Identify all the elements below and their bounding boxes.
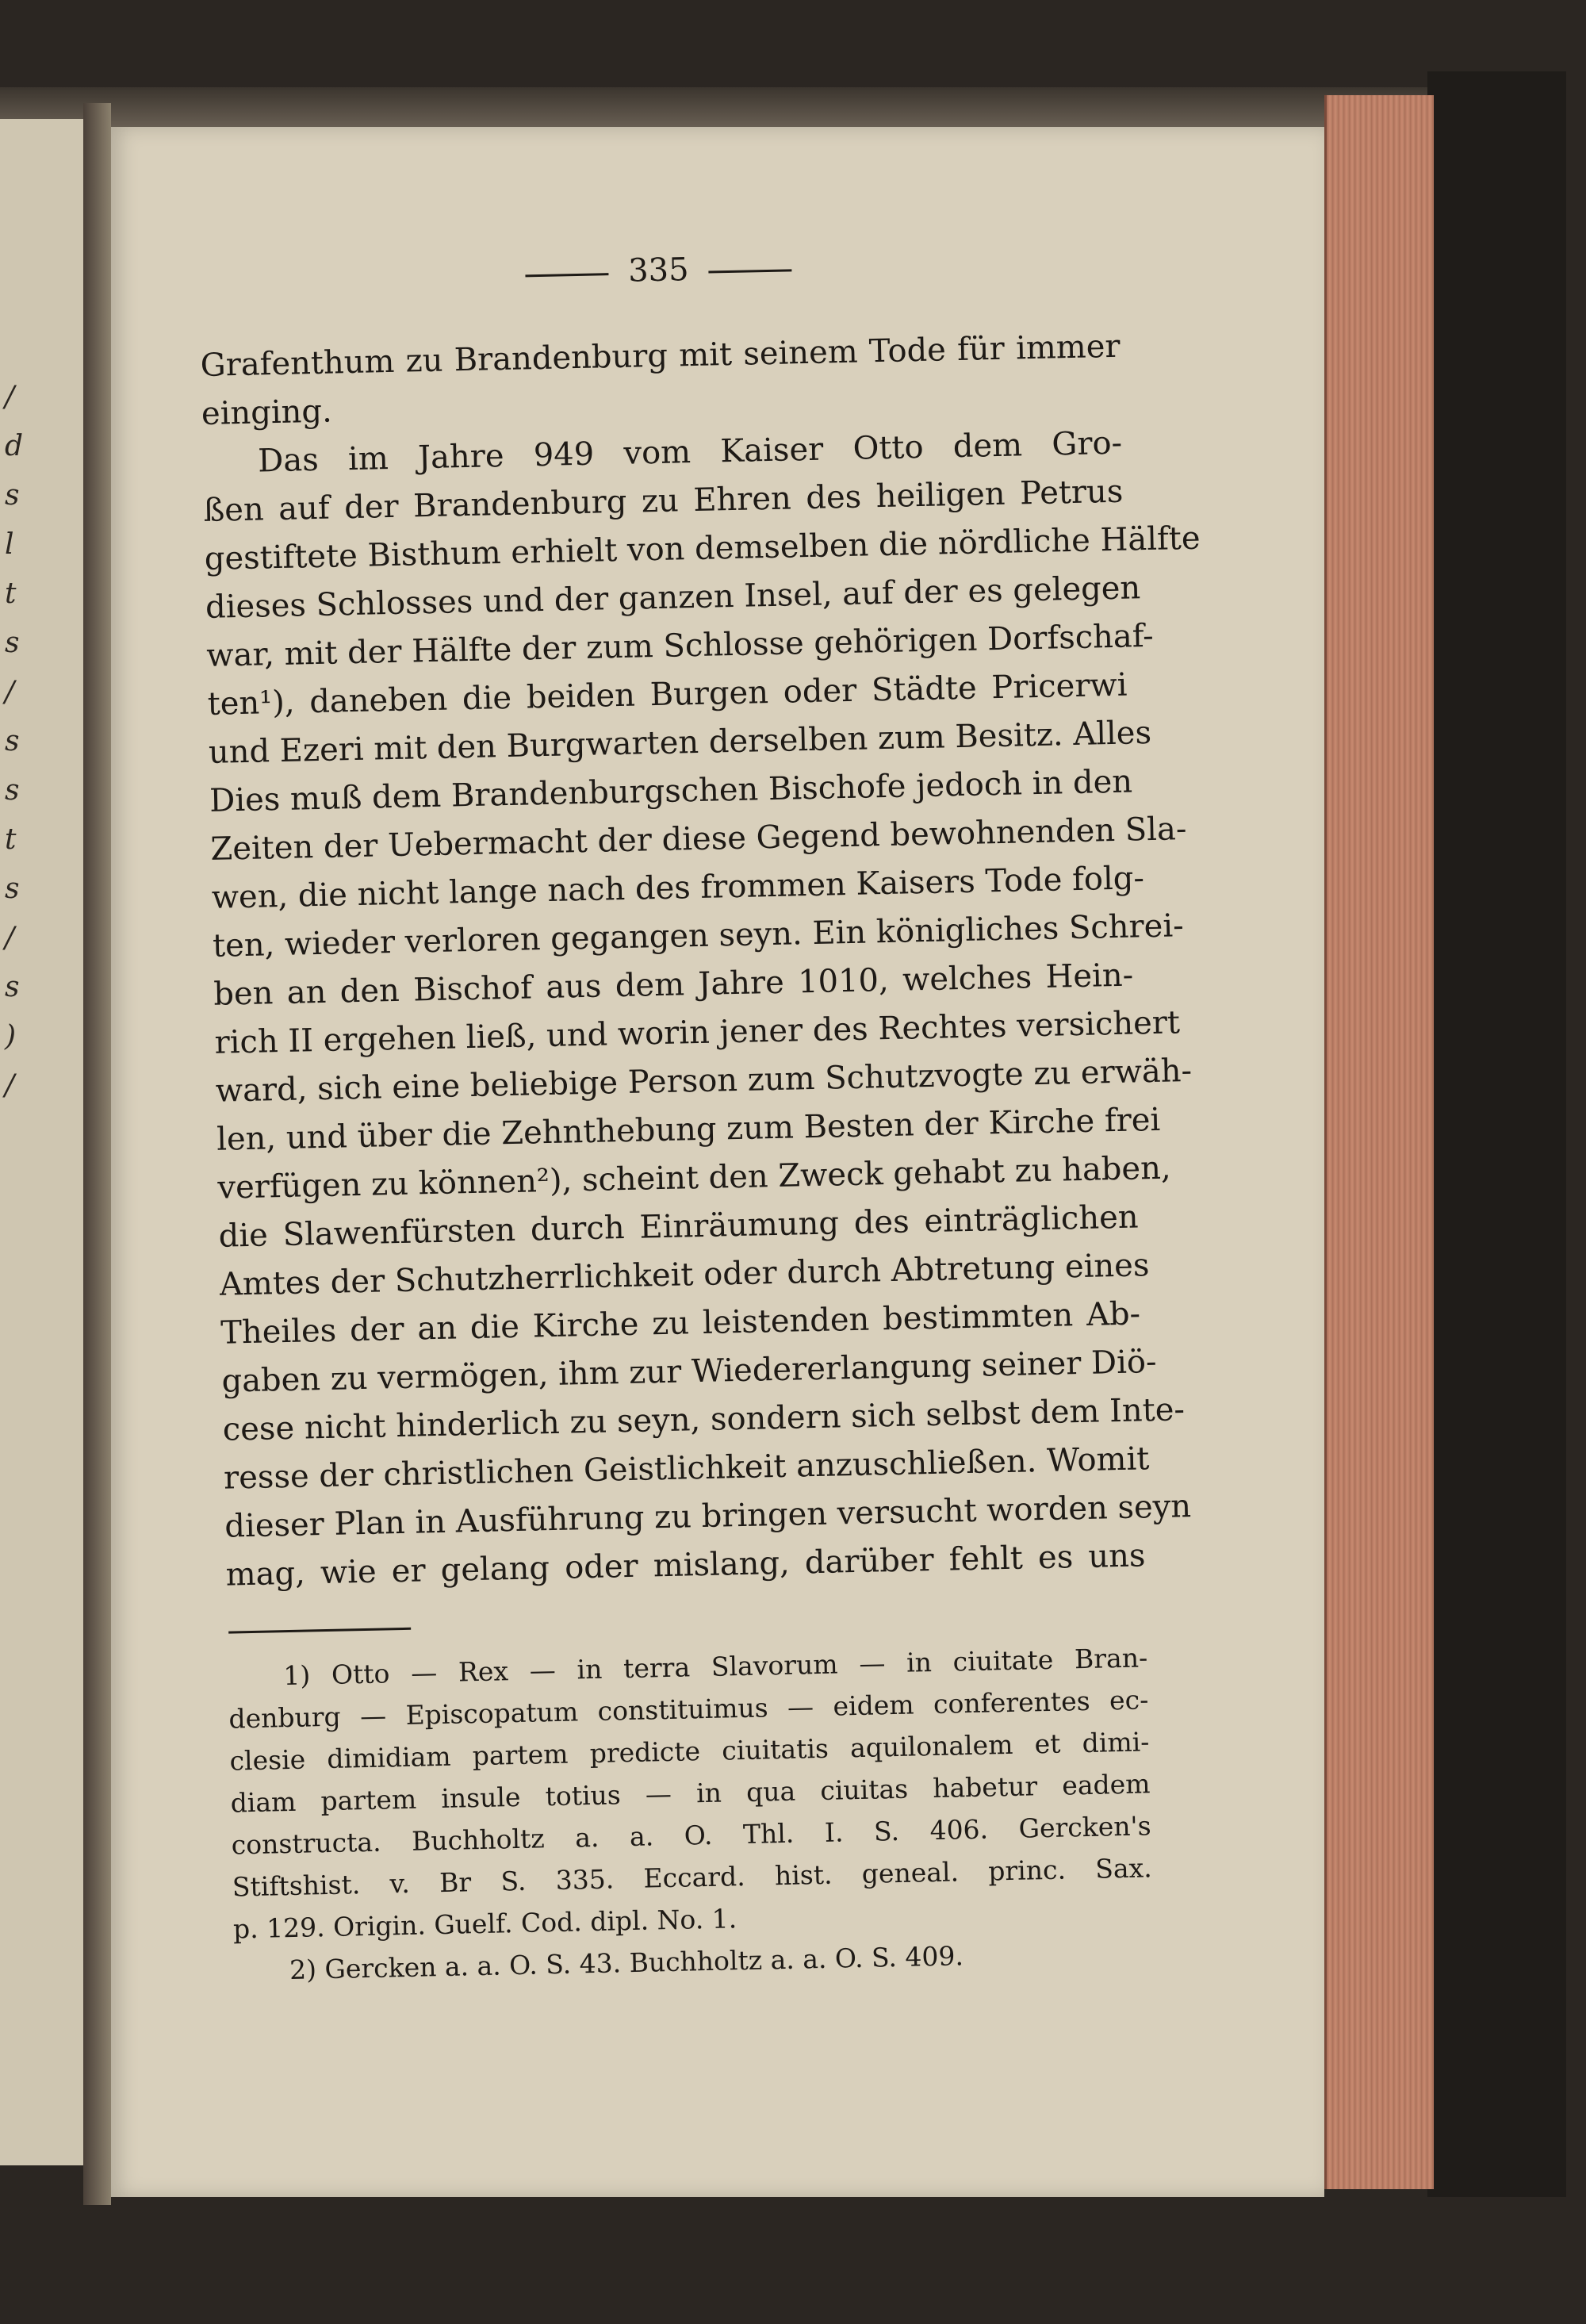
left-page-margin-letters — [5, 119, 68, 2165]
text-line: Dies muß dem Brandenburgschen Bischofe jedoch in den — [209, 763, 1133, 819]
text-line: ward, sich eine beliebige Person zum Schutzvogte zu erwäh- — [215, 1052, 1193, 1110]
text-line: cese nicht hinderlich zu seyn, sondern sich selbst dem Inte- — [222, 1391, 1186, 1448]
footnote-line: Stiftshist. v. Br S. 335. Eccard. hist. geneal. princ. Sax. — [232, 1852, 1153, 1903]
text-line: ben an den Bischof aus dem Jahre 1010, welches Hein- — [213, 957, 1134, 1013]
text-line: rich II ergehen ließ, und worin jener des Rechtes versichert — [214, 1004, 1181, 1061]
left-page-letter: d — [5, 430, 24, 462]
text-line: gestiftete Bisthum erhielt von demselben die nördliche Hälfte — [204, 520, 1201, 577]
left-page-letter: l — [5, 528, 14, 561]
text-line: dieses Schlosses und der ganzen Insel, auf der es gelegen — [205, 569, 1141, 626]
left-page-letter: / — [5, 381, 15, 413]
text-line: verfügen zu können²), scheint den Zweck gehabt zu haben, — [216, 1149, 1172, 1206]
page-number-dash-left — [525, 273, 608, 277]
left-page-letter: t — [5, 577, 17, 610]
left-page-letter: s — [5, 872, 20, 905]
footnote-line: constructa. Buchholtz a. a. O. Thl. I. S. 406. Gercken's — [231, 1810, 1151, 1861]
book-cover-edge — [1427, 71, 1566, 2197]
footnote-line: denburg — Episcopatum constituimus — eidem conferentes ec- — [228, 1684, 1149, 1735]
text-line: Grafenthum zu Brandenburg mit seinem Tode für immer — [200, 328, 1121, 384]
text-line: len, und über die Zehnthebung zum Besten der Kirche frei — [216, 1101, 1161, 1158]
left-page-letter: t — [5, 823, 17, 856]
text-line: wen, die nicht lange nach des frommen Kaisers Tode folg- — [211, 860, 1145, 916]
book-spine-top — [0, 87, 1491, 131]
text-line: Zeiten der Uebermacht der diese Gegend bewohnenden Sla- — [210, 811, 1187, 868]
text-line: Theiles der an die Kirche zu leistenden bestimmten Ab- — [220, 1295, 1141, 1352]
left-page-letter: / — [5, 1069, 15, 1102]
text-line: resse der christlichen Geistlichkeit anzuschließen. Womit — [223, 1440, 1150, 1497]
text-line: dieser Plan in Ausführung zu bringen versucht worden seyn — [224, 1488, 1192, 1545]
text-line: und Ezeri mit den Burgwarten derselben zum Besitz. Alles — [208, 714, 1152, 771]
page-number-value: 335 — [627, 251, 689, 290]
left-page-letter: s — [5, 725, 20, 757]
text-line: gaben zu vermögen, ihm zur Wiedererlangung seiner Diö- — [221, 1344, 1157, 1400]
footnote-line: p. 129. Origin. Guelf. Cod. dipl. No. 1. — [232, 1903, 737, 1945]
page-content — [198, 243, 1201, 1992]
footnotes — [228, 1636, 1155, 1992]
left-page-letter: s — [5, 627, 20, 659]
text-line: ten¹), daneben die beiden Burgen oder Städte Pricerwi — [207, 666, 1128, 723]
text-line: mag, wie er gelang oder mislang, darüber fehlt es uns — [225, 1537, 1146, 1593]
left-page-letter: s — [5, 971, 20, 1003]
text-line: ßen auf der Brandenburg zu Ehren des heiligen Petrus — [203, 473, 1124, 529]
paragraph — [200, 323, 1121, 439]
footnote-line: 2) Gercken a. a. O. S. 43. Buchholtz a. a. O. S. 409. — [289, 1940, 964, 1986]
page-edges — [1324, 95, 1434, 2189]
body-text — [200, 323, 1201, 1600]
footnote-rule — [228, 1628, 411, 1634]
book-gutter — [83, 103, 111, 2205]
text-line: einging. — [201, 393, 333, 432]
left-page-letter: / — [5, 676, 15, 708]
page-number-dash-right — [709, 269, 792, 273]
footnote-line: 1) Otto — Rex — in terra Slavorum — in ciuitate Bran- — [282, 1642, 1148, 1692]
left-page-letter: / — [5, 922, 15, 954]
text-line: war, mit der Hälfte der zum Schlosse gehörigen Dorfschaf- — [205, 617, 1155, 674]
text-line: Amtes der Schutzherrlichkeit oder durch Abtretung eines — [219, 1247, 1150, 1303]
left-page-letter: s — [5, 479, 20, 512]
text-line: die Slawenfürsten durch Einräumung des einträglichen — [218, 1198, 1139, 1255]
footnote-line: diam partem insule totius — in qua ciuitas habetur eadem — [230, 1768, 1151, 1819]
paragraph — [202, 420, 1201, 1600]
footnote-line: clesie dimidiam partem predicte ciuitatis aquilonalem et dimi- — [229, 1726, 1150, 1777]
left-page-letter: s — [5, 774, 20, 807]
text-line: ten, wieder verloren gegangen seyn. Ein königliches Schrei- — [212, 907, 1185, 964]
text-line: Das im Jahre 949 vom Kaiser Otto dem Gro- — [257, 424, 1123, 480]
left-page-letter: ) — [5, 1020, 17, 1053]
left-page-fragment — [0, 119, 87, 2165]
